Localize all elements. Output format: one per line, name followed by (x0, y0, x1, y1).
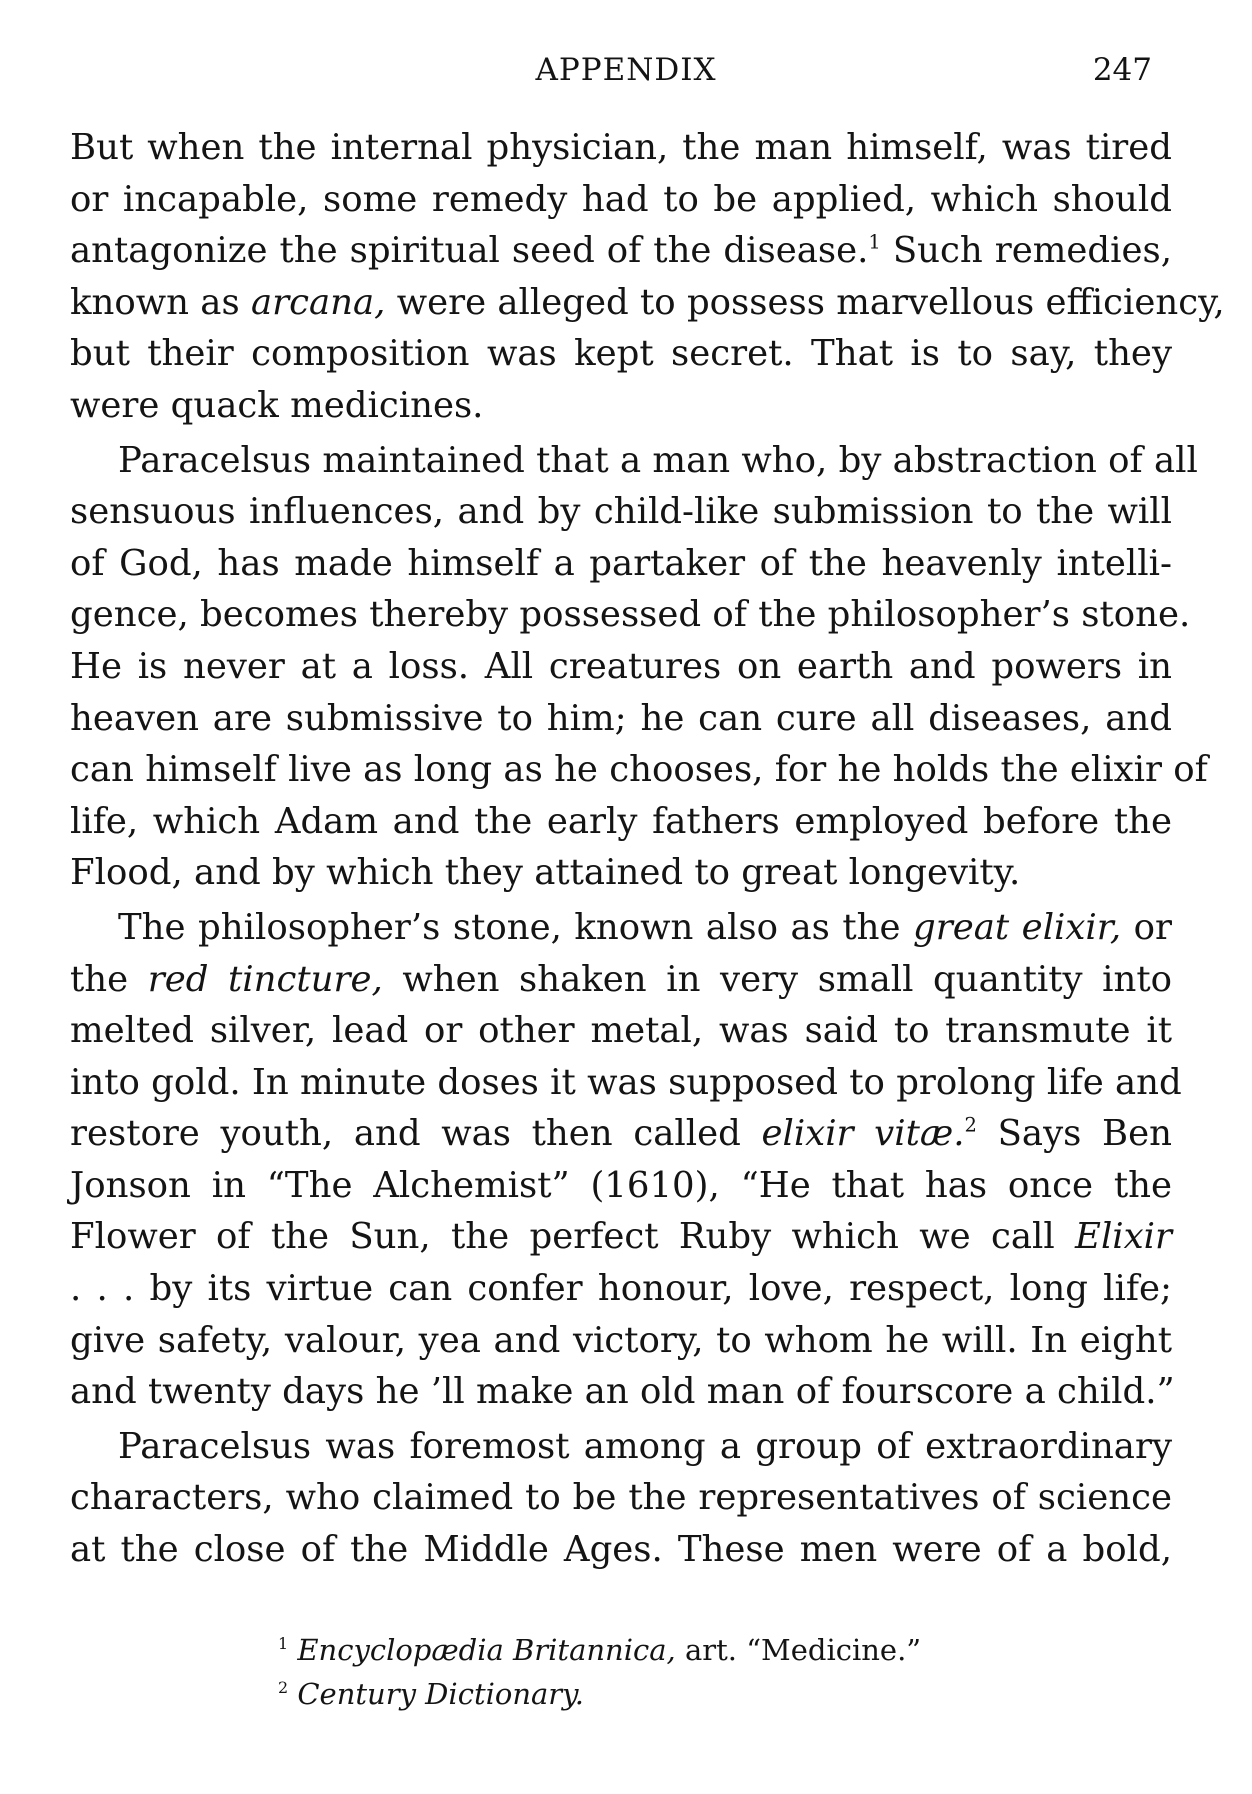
text-line (70, 277, 1225, 329)
line-content (70, 693, 1172, 745)
italic-phrase: Encyclopædia Britannica, (297, 1633, 676, 1667)
body-text (70, 122, 1225, 1576)
text-line (70, 589, 1191, 641)
text-line (70, 380, 1172, 432)
text-line (70, 1108, 1172, 1160)
italic-phrase: Elixir (1075, 1216, 1172, 1258)
text-run: and twenty days he ’ll make an old man of fourscore a child.” (70, 1371, 1175, 1413)
italic-phrase: Century Dictionary. (297, 1677, 584, 1711)
text-run: known as (70, 281, 251, 323)
text-run: . . . by its virtue can confer honour, love, respect, long life; (70, 1268, 1172, 1310)
text-line (70, 902, 1172, 954)
text-run: at the close of the Middle Ages. These men were of a bold, (70, 1529, 1172, 1571)
text-run: gence, becomes thereby possessed of the philosopher’s stone. (70, 594, 1191, 636)
page-header (0, 52, 1252, 96)
text-run: the (70, 958, 148, 1000)
line-content (118, 902, 1172, 954)
line-content (70, 589, 1190, 641)
running-head: APPENDIX (535, 52, 717, 88)
text-run (288, 1633, 297, 1667)
text-line (70, 174, 1172, 226)
text-run: heaven are submissive to him; he can cure all diseases, and (70, 697, 1172, 739)
line-content (70, 1211, 1172, 1263)
text-run: or incapable, some remedy had to be applied, which should (70, 178, 1172, 220)
text-run: sensuous influences, and by child-like submission to the will (70, 491, 1172, 533)
text-run: into gold. In minute doses it was supposed to prolong life and (70, 1061, 1182, 1103)
line-content (70, 641, 1172, 693)
text-line (70, 1472, 1172, 1524)
line-content (70, 174, 1172, 226)
line-content (70, 1160, 1172, 1212)
text-run: Paracelsus maintained that a man who, by abstraction of all (118, 439, 1198, 481)
text-run: or (1121, 906, 1172, 948)
text-line (70, 538, 1172, 590)
text-line (70, 641, 1172, 693)
text-run: Jonson in “The Alchemist” (1610), “He that has once the (70, 1164, 1172, 1206)
text-run: of God, has made himself a partaker of the heavenly intelli- (70, 542, 1172, 584)
text-line (70, 693, 1172, 745)
footnote-marker: 2 (278, 1677, 289, 1697)
line-content (118, 1421, 1172, 1473)
text-line (70, 796, 1172, 848)
text-line (70, 122, 1172, 174)
footnote (278, 1628, 1178, 1672)
text-line (70, 954, 1172, 1006)
italic-phrase: red tincture, (147, 958, 383, 1000)
line-content (70, 1005, 1172, 1057)
text-run: antagonize the spiritual seed of the disease. (70, 230, 869, 272)
line-content (70, 486, 1172, 538)
text-line (70, 1366, 1175, 1418)
line-content (70, 954, 1172, 1006)
line-content (70, 380, 1172, 432)
line-content (70, 1524, 1172, 1576)
text-line (70, 486, 1172, 538)
text-run: Flood, and by which they attained to great longevity. (70, 852, 1021, 894)
line-content (70, 225, 1172, 277)
text-line (70, 1263, 1172, 1315)
line-content (70, 1366, 1175, 1418)
footnotes (278, 1628, 1178, 1716)
footnote-marker: 2 (964, 1113, 977, 1137)
line-content (70, 277, 1225, 329)
text-run: The philosopher’s stone, known also as the (118, 906, 914, 948)
text-run: can himself live as long as he chooses, for he holds the elixir of (70, 749, 1208, 791)
line-content (70, 1057, 1182, 1109)
footnote (278, 1672, 1178, 1716)
text-run: were alleged to possess marvellous efficiency, (385, 281, 1225, 323)
text-run: were quack medicines. (70, 384, 484, 426)
footnote-marker: 1 (868, 230, 881, 254)
text-run: Such remedies, (880, 230, 1172, 272)
text-run: art. “Medicine.” (675, 1633, 922, 1667)
text-run: Flower of the Sun, the perfect Ruby which we call (70, 1216, 1076, 1258)
text-line (70, 1421, 1172, 1473)
italic-phrase: great elixir, (913, 906, 1122, 948)
text-line (70, 744, 1208, 796)
text-run (288, 1677, 297, 1711)
italic-phrase: arcana, (250, 281, 386, 323)
text-run: melted silver, lead or other metal, was said to transmute it (70, 1010, 1172, 1052)
text-run: Paracelsus was foremost among a group of extraordinary (118, 1425, 1172, 1467)
page-number: 247 (1092, 52, 1152, 88)
text-run: But when the internal physician, the man himself, was tired (70, 127, 1172, 168)
text-run: give safety, valour, yea and victory, to whom he will. In eight (70, 1319, 1172, 1361)
text-line (70, 435, 1198, 487)
line-content (70, 847, 1172, 899)
line-content (70, 538, 1172, 590)
line-content (70, 1263, 1172, 1315)
line-content (70, 744, 1208, 796)
line-content (70, 1108, 1172, 1160)
text-run: He is never at a loss. All creatures on earth and powers in (70, 645, 1172, 687)
line-content (70, 122, 1172, 174)
text-line (70, 1057, 1182, 1109)
line-content (70, 328, 1172, 380)
line-content (70, 1472, 1172, 1524)
text-run: restore youth, and was then called (70, 1113, 762, 1155)
text-line (70, 1005, 1172, 1057)
text-run: characters, who claimed to be the representatives of science (70, 1477, 1172, 1519)
footnote-marker: 1 (278, 1633, 289, 1653)
text-line (70, 1211, 1172, 1263)
line-content (70, 1315, 1172, 1367)
italic-phrase: elixir vitæ. (761, 1113, 965, 1155)
text-line (70, 1524, 1172, 1576)
text-run: Says Ben (976, 1113, 1172, 1155)
line-content (70, 796, 1172, 848)
text-line (70, 328, 1172, 380)
text-line (70, 1160, 1172, 1212)
text-run: but their composition was kept secret. That is to say, they (70, 333, 1172, 375)
line-content (118, 435, 1198, 487)
text-line (70, 847, 1172, 899)
text-line (70, 1315, 1172, 1367)
text-run: life, which Adam and the early fathers employed before the (70, 800, 1172, 842)
text-line (70, 225, 1172, 277)
text-run: when shaken in very small quantity into (382, 958, 1172, 1000)
